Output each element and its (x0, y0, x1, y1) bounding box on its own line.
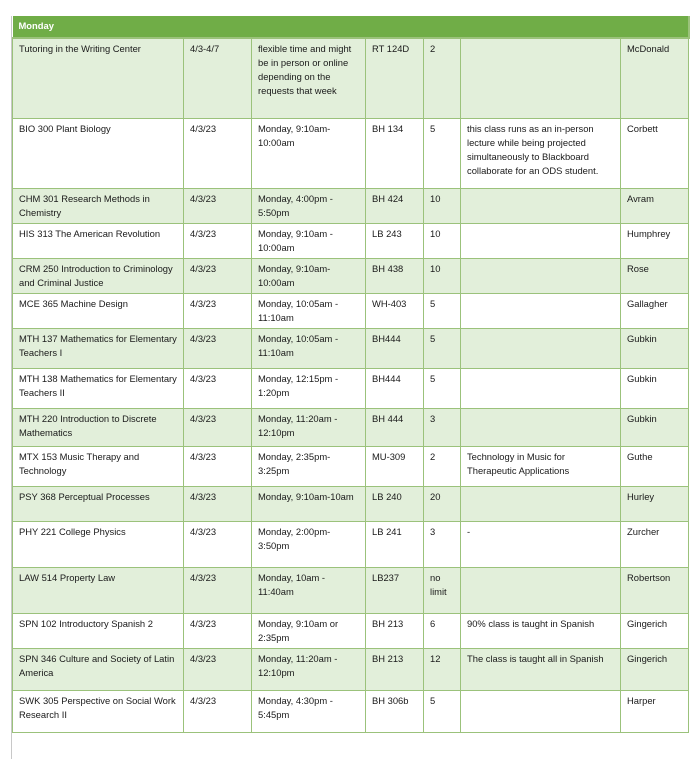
date-cell: 4/3/23 (184, 188, 252, 223)
course-cell: BIO 300 Plant Biology (13, 118, 184, 188)
seats-cell: no limit (424, 567, 461, 613)
time-cell: Monday, 11:20am - 12:10pm (252, 408, 366, 446)
seats-cell: 3 (424, 408, 461, 446)
room-cell: BH 444 (366, 408, 424, 446)
table-row (13, 258, 689, 293)
instructor-cell: Gallagher (621, 293, 689, 328)
room-cell: RT 124D (366, 38, 424, 118)
table-row (13, 328, 689, 368)
time-cell: flexible time and might be in person or online depending on the requests that week (252, 38, 366, 118)
date-cell: 4/3/23 (184, 521, 252, 567)
room-cell: WH-403 (366, 293, 424, 328)
time-cell: Monday, 4:30pm - 5:45pm (252, 690, 366, 732)
room-cell: BH444 (366, 368, 424, 408)
notes-cell (461, 408, 621, 446)
room-cell: BH 134 (366, 118, 424, 188)
time-cell: Monday, 11:20am - 12:10pm (252, 648, 366, 690)
notes-cell (461, 368, 621, 408)
date-cell: 4/3-4/7 (184, 38, 252, 118)
table-row (13, 648, 689, 690)
instructor-cell: Gingerich (621, 648, 689, 690)
seats-cell: 10 (424, 188, 461, 223)
notes-cell (461, 258, 621, 293)
table-row (13, 188, 689, 223)
room-cell: MU-309 (366, 446, 424, 486)
instructor-cell: Robertson (621, 567, 689, 613)
time-cell: Monday, 2:35pm-3:25pm (252, 446, 366, 486)
course-cell: SWK 305 Perspective on Social Work Research II (13, 690, 184, 732)
time-cell: Monday, 2:00pm-3:50pm (252, 521, 366, 567)
date-cell: 4/3/23 (184, 328, 252, 368)
seats-cell: 5 (424, 293, 461, 328)
seats-cell: 12 (424, 648, 461, 690)
course-cell: MTX 153 Music Therapy and Technology (13, 446, 184, 486)
seats-cell: 6 (424, 613, 461, 648)
date-cell: 4/3/23 (184, 567, 252, 613)
seats-cell: 3 (424, 521, 461, 567)
notes-cell: this class runs as an in-person lecture while being projected simultaneously to Blackboard collaborate for an ODS student. (461, 118, 621, 188)
time-cell: Monday, 9:10am-10:00am (252, 258, 366, 293)
instructor-cell: Gubkin (621, 368, 689, 408)
seats-cell: 5 (424, 328, 461, 368)
notes-cell: - (461, 521, 621, 567)
seats-cell: 5 (424, 690, 461, 732)
instructor-cell: McDonald (621, 38, 689, 118)
notes-cell (461, 293, 621, 328)
course-cell: CHM 301 Research Methods in Chemistry (13, 188, 184, 223)
instructor-cell: Gubkin (621, 408, 689, 446)
instructor-cell: Humphrey (621, 223, 689, 258)
notes-cell (461, 223, 621, 258)
room-cell: BH 424 (366, 188, 424, 223)
seats-cell: 5 (424, 368, 461, 408)
room-cell: LB237 (366, 567, 424, 613)
course-cell: HIS 313 The American Revolution (13, 223, 184, 258)
time-cell: Monday, 10am - 11:40am (252, 567, 366, 613)
room-cell: LB 241 (366, 521, 424, 567)
time-cell: Monday, 4:00pm - 5:50pm (252, 188, 366, 223)
schedule-body (13, 16, 689, 732)
date-cell: 4/3/23 (184, 613, 252, 648)
notes-cell (461, 38, 621, 118)
notes-cell (461, 486, 621, 521)
course-cell: SPN 346 Culture and Society of Latin America (13, 648, 184, 690)
date-cell: 4/3/23 (184, 293, 252, 328)
instructor-cell: Corbett (621, 118, 689, 188)
instructor-cell: Gingerich (621, 613, 689, 648)
instructor-cell: Zurcher (621, 521, 689, 567)
date-cell: 4/3/23 (184, 486, 252, 521)
date-cell: 4/3/23 (184, 368, 252, 408)
seats-cell: 2 (424, 446, 461, 486)
instructor-cell: Rose (621, 258, 689, 293)
day-header: Monday (13, 16, 689, 38)
course-cell: Tutoring in the Writing Center (13, 38, 184, 118)
room-cell: LB 240 (366, 486, 424, 521)
instructor-cell: Guthe (621, 446, 689, 486)
time-cell: Monday, 9:10am-10:00am (252, 118, 366, 188)
date-cell: 4/3/23 (184, 258, 252, 293)
table-row (13, 293, 689, 328)
notes-cell (461, 328, 621, 368)
notes-cell (461, 567, 621, 613)
seats-cell: 20 (424, 486, 461, 521)
time-cell: Monday, 9:10am - 10:00am (252, 223, 366, 258)
table-row (13, 38, 689, 118)
course-cell: LAW 514 Property Law (13, 567, 184, 613)
instructor-cell: Harper (621, 690, 689, 732)
course-cell: MCE 365 Machine Design (13, 293, 184, 328)
table-row (13, 368, 689, 408)
table-row (13, 446, 689, 486)
room-cell: BH 306b (366, 690, 424, 732)
room-cell: BH 213 (366, 648, 424, 690)
instructor-cell: Hurley (621, 486, 689, 521)
notes-cell: Technology in Music for Therapeutic Applications (461, 446, 621, 486)
instructor-cell: Avram (621, 188, 689, 223)
time-cell: Monday, 10:05am - 11:10am (252, 328, 366, 368)
table-row (13, 567, 689, 613)
time-cell: Monday, 9:10am or 2:35pm (252, 613, 366, 648)
time-cell: Monday, 9:10am-10am (252, 486, 366, 521)
seats-cell: 10 (424, 258, 461, 293)
course-cell: MTH 138 Mathematics for Elementary Teachers II (13, 368, 184, 408)
course-cell: PHY 221 College Physics (13, 521, 184, 567)
course-cell: MTH 137 Mathematics for Elementary Teachers I (13, 328, 184, 368)
room-cell: BH444 (366, 328, 424, 368)
time-cell: Monday, 10:05am - 11:10am (252, 293, 366, 328)
table-row (13, 486, 689, 521)
table-row (13, 521, 689, 567)
notes-cell (461, 690, 621, 732)
room-cell: BH 438 (366, 258, 424, 293)
table-row (13, 118, 689, 188)
schedule-table (12, 16, 690, 733)
seats-cell: 10 (424, 223, 461, 258)
course-cell: CRM 250 Introduction to Criminology and Criminal Justice (13, 258, 184, 293)
date-cell: 4/3/23 (184, 690, 252, 732)
date-cell: 4/3/23 (184, 408, 252, 446)
course-cell: PSY 368 Perceptual Processes (13, 486, 184, 521)
instructor-cell: Gubkin (621, 328, 689, 368)
date-cell: 4/3/23 (184, 118, 252, 188)
room-cell: LB 243 (366, 223, 424, 258)
table-row (13, 408, 689, 446)
course-cell: MTH 220 Introduction to Discrete Mathematics (13, 408, 184, 446)
date-cell: 4/3/23 (184, 223, 252, 258)
course-cell: SPN 102 Introductory Spanish 2 (13, 613, 184, 648)
table-row (13, 223, 689, 258)
time-cell: Monday, 12:15pm - 1:20pm (252, 368, 366, 408)
table-row (13, 613, 689, 648)
notes-cell (461, 188, 621, 223)
date-cell: 4/3/23 (184, 446, 252, 486)
day-header-row (13, 16, 689, 38)
seats-cell: 2 (424, 38, 461, 118)
table-row (13, 690, 689, 732)
notes-cell: 90% class is taught in Spanish (461, 613, 621, 648)
seats-cell: 5 (424, 118, 461, 188)
room-cell: BH 213 (366, 613, 424, 648)
notes-cell: The class is taught all in Spanish (461, 648, 621, 690)
date-cell: 4/3/23 (184, 648, 252, 690)
